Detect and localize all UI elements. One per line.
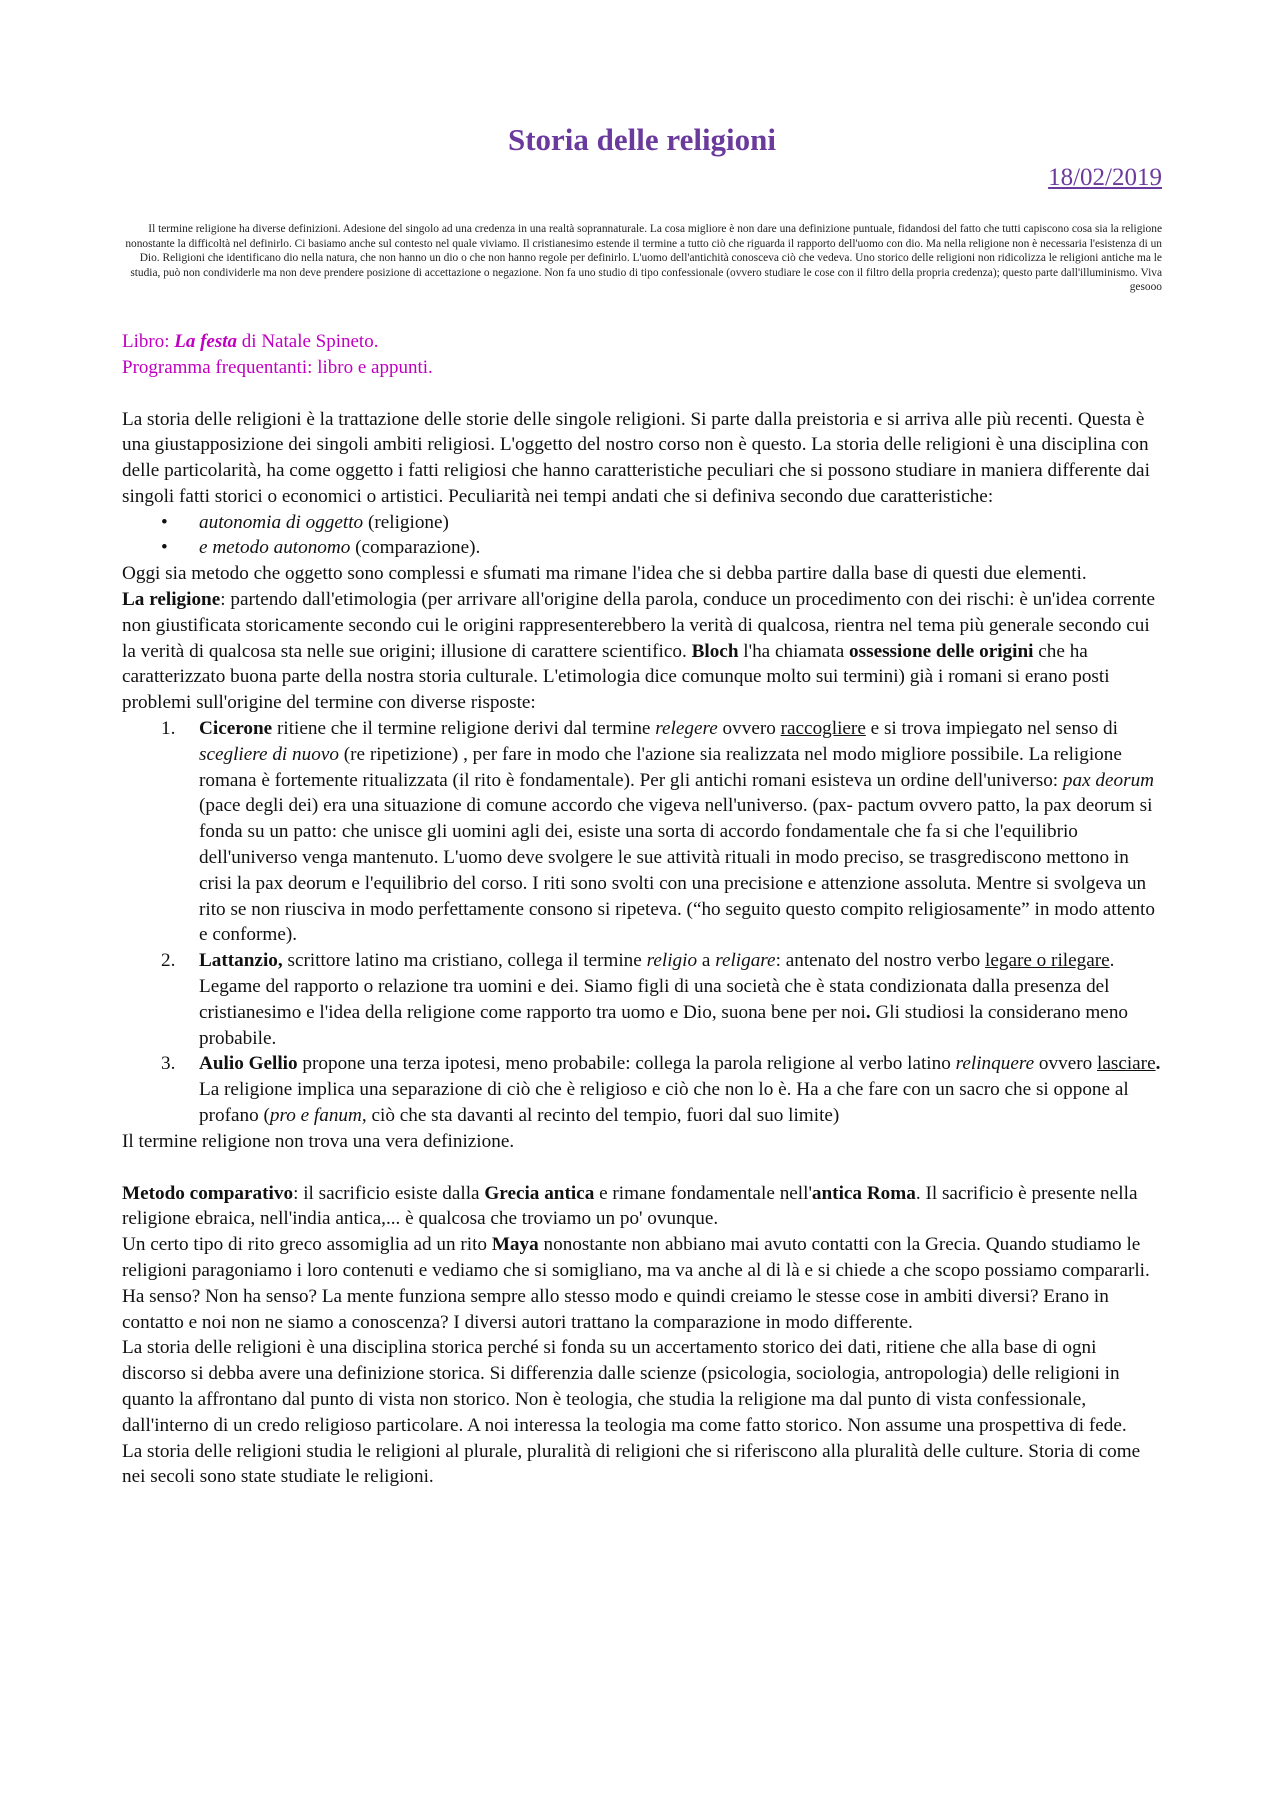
book-info [122,329,1162,381]
intro-paragraph: Il termine religione ha diverse definizioni. Adesione del singolo ad una credenza in una realtà soprannaturale. La cosa migliore è non dare una definizione puntuale, fidandosi del fatto che tutti capiscono cosa sia la religione nonostante la difficoltà nel definirlo. Ci basiamo anche sul contesto nel quale viviamo. Il cristianesimo estende il termine a tutto ciò che riguarda il rapporto dell'uomo con dio. Ma nella religione non è necessaria l'esistenza di un Dio. Religioni che identificano dio nella natura, che non hanno un dio o che non hanno regole per definirlo. L'uomo dell'antichità conosceva ciò che vedeva. Uno storico delle religioni non ridicolizza le religioni antiche ma le studia, può non condividerle ma non deve prendere posizione di accettazione o negazione. Non fa uno studio di tipo confessionale (ovvero studiare le cose con il filtro della propria credenza); questo parte dall'illuminismo. Viva gesooo [125,223,1162,293]
book-author: di Natale Spineto. [237,330,379,352]
list-item-cicerone: 1. Cicerone ritiene che il termine religione derivi dal termine relegere ovvero raccogliere e si trova impiegato nel senso di scegliere di nuovo (re ripetizione) , per fare in modo che l'azione sia realizzata nel modo migliore possibile. La religione romana è fortemente ritualizzata (il rito è fondamentale). Per gli antichi romani esisteva un ordine dell'universo: pax deorum (pace degli dei) era una situazione di comune accordo che vigeva nell'universo. (pax- pactum ovvero patto, la pax deorum si fonda su un patto: che unisce gli uomini agli dei, esiste una sorta di accordo fondamentale che fa si che l'equilibrio dell'universo venga mantenuto. L'uomo deve svolgere le sue attività rituali in modo preciso, se trasgrediscono mettono in crisi la pax deorum e l'equilibrio del corso. I riti sono svolti con una precisione e attenzione assoluta. Mentre si svolgeva un rito se non riusciva in modo perfettamente consono si ripeteva. (“ho seguito questo compito religiosamente” in modo attento e conforme). [161,718,1155,946]
paragraph-method-object: Oggi sia metodo che oggetto sono complessi e sfumati ma rimane l'idea che si debba partire dalla base di questi due elementi. [122,563,1087,585]
list-item-lattanzio: 2. Lattanzio, scrittore latino ma cristiano, collega il termine religio a religare: antenato del nostro verbo legare o rilegare. Legame del rapporto o relazione tra uomini e dei. Siamo figli di una società che è stata condizionata dalla presenza del cristianesimo e l'idea della religione come rapporto tra uomo e Dio, suona bene per noi. Gli studiosi la considerano meno probabile. [161,950,1129,1049]
list-item-gellio: 3. Aulio Gellio propone una terza ipotesi, meno probabile: collega la parola religione al verbo latino relinquere ovvero lasciare. La religione implica una separazione di ciò che è religioso e ciò che non lo è. Ha a che fare con un sacro che si oppone al profano (pro e fanum, ciò che sta davanti al recinto del tempio, fuori dal suo limite) [161,1053,1161,1127]
paragraph-maya: Un certo tipo di rito greco assomiglia ad un rito Maya nonostante non abbiano mai avuto contatti con la Grecia. Quando studiamo le religioni paragoniamo i loro contenuti e vediamo che si somigliano, ma va anche al di là e si chiede a che scopo possiamo compararli. Ha senso? Non ha senso? La mente funziona sempre allo stesso modo e quindi creiamo le stesse cose in ambiti diversi? Erano in contatto e noi non ne siamo a conoscenza? I diversi autori trattano la comparazione in modo differente. [122,1234,1150,1333]
paragraph-religion-etymology: La religione: partendo dall'etimologia (per arrivare all'origine della parola, conduce un procedimento con dei rischi: è un'idea corrente non giustificata storicamente secondo cui le origini rappresenterebbero la verità di qualcosa, rientra nel tema più generale secondo cui la verità di qualcosa sta nelle sue origini; illusione di carattere scientifico. Bloch l'ha chiamata ossessione delle origini che ha caratterizzato buona parte della nostra storia culturale. L'etimologia dice comunque molto sui termini) già i romani si erano posti problemi sull'origine del termine con diverse risposte: [122,589,1155,714]
paragraph-intro-history: La storia delle religioni è la trattazione delle storie delle singole religioni. Si parte dalla preistoria e si arriva alle più recenti. Questa è una giustapposizione dei singoli ambiti religiosi. L'oggetto del nostro corso non è questo. La storia delle religioni è una disciplina con delle particolarità, ha come oggetto i fatti religiosi che hanno caratteristiche peculiari che si possono studiare in maniera differente dai singoli fatti storici o economici o artistici. Peculiarità nei tempi andati che si definiva secondo due caratteristiche: [122,408,1150,507]
book-label: Libro: [122,330,175,352]
list-item: • e metodo autonomo (comparazione). [199,535,1162,561]
list-item: • autonomia di oggetto (religione) [199,510,1162,536]
paragraph-historical-discipline: La storia delle religioni è una disciplina storica perché si fonda su un accertamento storico dei dati, ritiene che alla base di ogni discorso si debba avere una definizione storica. Si differenzia dalle scienze (psicologia, sociologia, antropologia) delle religioni in quanto la affrontano dal punto di vista non storico. Non è teologia, che studia la religione ma dal punto di vista confessionale, dall'interno di un credo religioso particolare. A noi interessa la teologia ma come fatto storico. Non assume una prospettiva di fede. [122,1337,1127,1436]
book-title: La festa [174,330,238,352]
main-text [122,407,1162,1491]
document-page [122,120,1162,1490]
paragraph-no-definition: Il termine religione non trova una vera definizione. [122,1130,515,1152]
document-date: 18/02/2019 [1048,164,1162,191]
characteristics-list [122,510,1162,562]
etymology-list [122,716,1162,1129]
page-title: Storia delle religioni [507,122,777,157]
program-line: Programma frequentanti: libro e appunti. [122,356,433,378]
paragraph-comparative-method: Metodo comparativo: il sacrificio esiste dalla Grecia antica e rimane fondamentale nell'antica Roma. Il sacrificio è presente nella religione ebraica, nell'india antica,... è qualcosa che troviamo un po' ovunque. [122,1182,1138,1230]
paragraph-plurality: La storia delle religioni studia le religioni al plurale, pluralità di religioni che si riferiscono alla pluralità delle culture. Storia di come nei secoli sono state studiate le religioni. [122,1440,1141,1488]
book-line [122,329,1162,355]
